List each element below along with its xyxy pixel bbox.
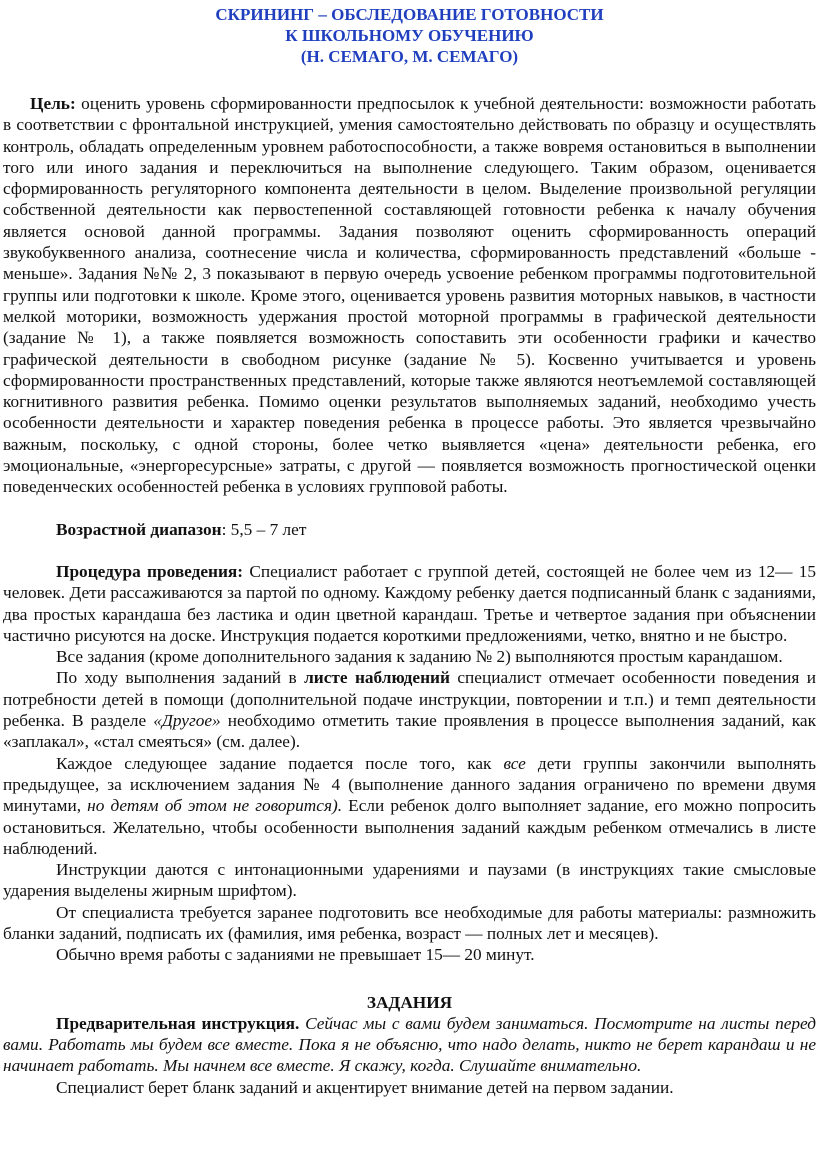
age-paragraph	[3, 519, 816, 540]
last-paragraph: Специалист берет бланк заданий и акцентирует внимание детей на первом задании.	[56, 1077, 674, 1097]
next-task-italic-1: все	[503, 753, 526, 773]
age-label: Возрастной диапазон	[56, 519, 222, 539]
time-paragraph: Обычно время работы с заданиями не превышает 15— 20 минут.	[56, 945, 535, 965]
observation-paragraph	[3, 667, 816, 752]
procedure-text: Специалист работает с группой детей, состоящей не более чем из 12— 15 человек. Дети рассаживаются за партой по одному. Каждому ребенку дается подписанный бланк с заданиями, два простых карандаша без ластика и один цветной карандаш. Третье и четвертое задания при объяснении частично рисуются на доске. Инструкция подается короткими предложениями, четко, внятно и не быстро.	[3, 561, 816, 645]
title-line-1: СКРИНИНГ – ОБСЛЕДОВАНИЕ ГОТОВНОСТИ	[215, 5, 604, 24]
pencil-paragraph: Все задания (кроме дополнительного задания к заданию № 2) выполняются простым карандашом.	[56, 647, 783, 667]
goal-label: Цель:	[30, 94, 76, 113]
title-line-3: (Н. СЕМАГО, М. СЕМАГО)	[300, 47, 519, 66]
goal-text: оценить уровень сформированности предпосылок к учебной деятельности: возможности работать в соответствии с фронтальной инструкцией, умения самостоятельно действовать по образцу и осуществлять контроль, обладать определенным уровнем работоспособности, а также вовремя остановиться в выполнении того или иного задания и переключиться на выполнение следующего. Таким образом, оценивается сформированность регуляторного компонента деятельности в целом. Выделение произвольной регуляции собственной деятельности как первостепенной составляющей готовности ребенка к началу обучения является основой данной программы. Задания позволяют оценить сформированность операций звукобуквенного анализа, соотнесение числа и количества, сформированность представлений «больше - меньше». Задания №№ 2, 3 показывают в первую очередь усвоение ребенком программы подготовительной группы или подготовки к школе. Кроме этого, оценивается уровень развития моторных навыков, в частности мелкой моторики, возможность удержания простой моторной программы в графической деятельности (задание № 1), а также появляется возможность сопоставить эти особенности графики и качество графической деятельности в свободном рисунке (задание № 5). Косвенно учитывается и уровень сформированности пространственных представлений, которые также являются неотъемлемой составляющей когнитивного развития ребенка. Помимо оценки результатов выполняемых заданий, необходимо учесть особенности деятельности и характер поведения ребенка в процессе работы. Это является чрезвычайно важным, поскольку, с одной стороны, более четко выявляется «цена» деятельности ребенка, его эмоциональные, «энергоресурсные» затраты, с другой — появляется возможность прогностической оценки поведенческих особенностей ребенка в условиях групповой работы.	[3, 94, 816, 497]
next-task-text-3: Если ребенок долго выполняет задание, его можно попросить остановиться. Желательно, чтобы особенности выполнения заданий каждым ребенком отмечались в листе наблюдений.	[3, 796, 816, 858]
preliminary-text: Сейчас мы с вами будем заниматься. Посмотрите на листы перед вами. Работать мы будем все вместе. Пока я не объясню, что надо делать, никто не берет карандаш и не начинает работать. Мы начнем все вместе. Я скажу, когда. Слушайте внимательно.	[3, 1013, 816, 1076]
document-title	[3, 4, 816, 67]
next-task-paragraph	[3, 753, 816, 859]
document-page	[3, 0, 816, 1166]
age-text: : 5,5 – 7 лет	[221, 519, 307, 539]
other-section-term: «Другое»	[153, 711, 221, 731]
tasks-heading: ЗАДАНИЯ	[366, 992, 453, 1012]
observation-text-1: По ходу выполнения заданий в	[56, 668, 305, 688]
next-task-italic-2: но детям об этом не говорится).	[87, 796, 343, 816]
procedure-paragraph	[3, 561, 816, 646]
title-line-2: К ШКОЛЬНОМУ ОБУЧЕНИЮ	[285, 26, 534, 45]
observation-text-3: необходимо отметить такие проявления в процессе выполнения заданий, как «заплакал», «стал смеяться» (см. далее).	[3, 711, 816, 752]
next-task-text-1: Каждое следующее задание подается после того, как	[56, 753, 504, 773]
observation-sheet-term: листе наблюдений	[304, 668, 450, 688]
prepare-paragraph: От специалиста требуется заранее подготовить все необходимые для работы материалы: размножить бланки заданий, подписать их (фамилия, имя ребенка, возраст — полных лет и месяцев).	[3, 902, 816, 943]
goal-paragraph	[3, 93, 816, 498]
procedure-label: Процедура проведения:	[56, 561, 244, 581]
preliminary-label: Предварительная инструкция.	[56, 1013, 300, 1033]
intonation-paragraph: Инструкции даются с интонационными ударениями и паузами (в инструкциях такие смысловые ударения выделены жирным шрифтом).	[3, 860, 816, 901]
preliminary-instruction-paragraph	[3, 1013, 816, 1077]
next-task-text-2: дети группы закончили выполнять предыдущее, за исключением задания № 4 (выполнение данного задания ограничено по времени двумя минутами,	[3, 753, 816, 816]
observation-text-2: специалист отмечает особенности поведения и потребности детей в помощи (дополнительной подаче инструкции, повторении и т.п.) и темп деятельности ребенка. В разделе	[3, 668, 816, 731]
